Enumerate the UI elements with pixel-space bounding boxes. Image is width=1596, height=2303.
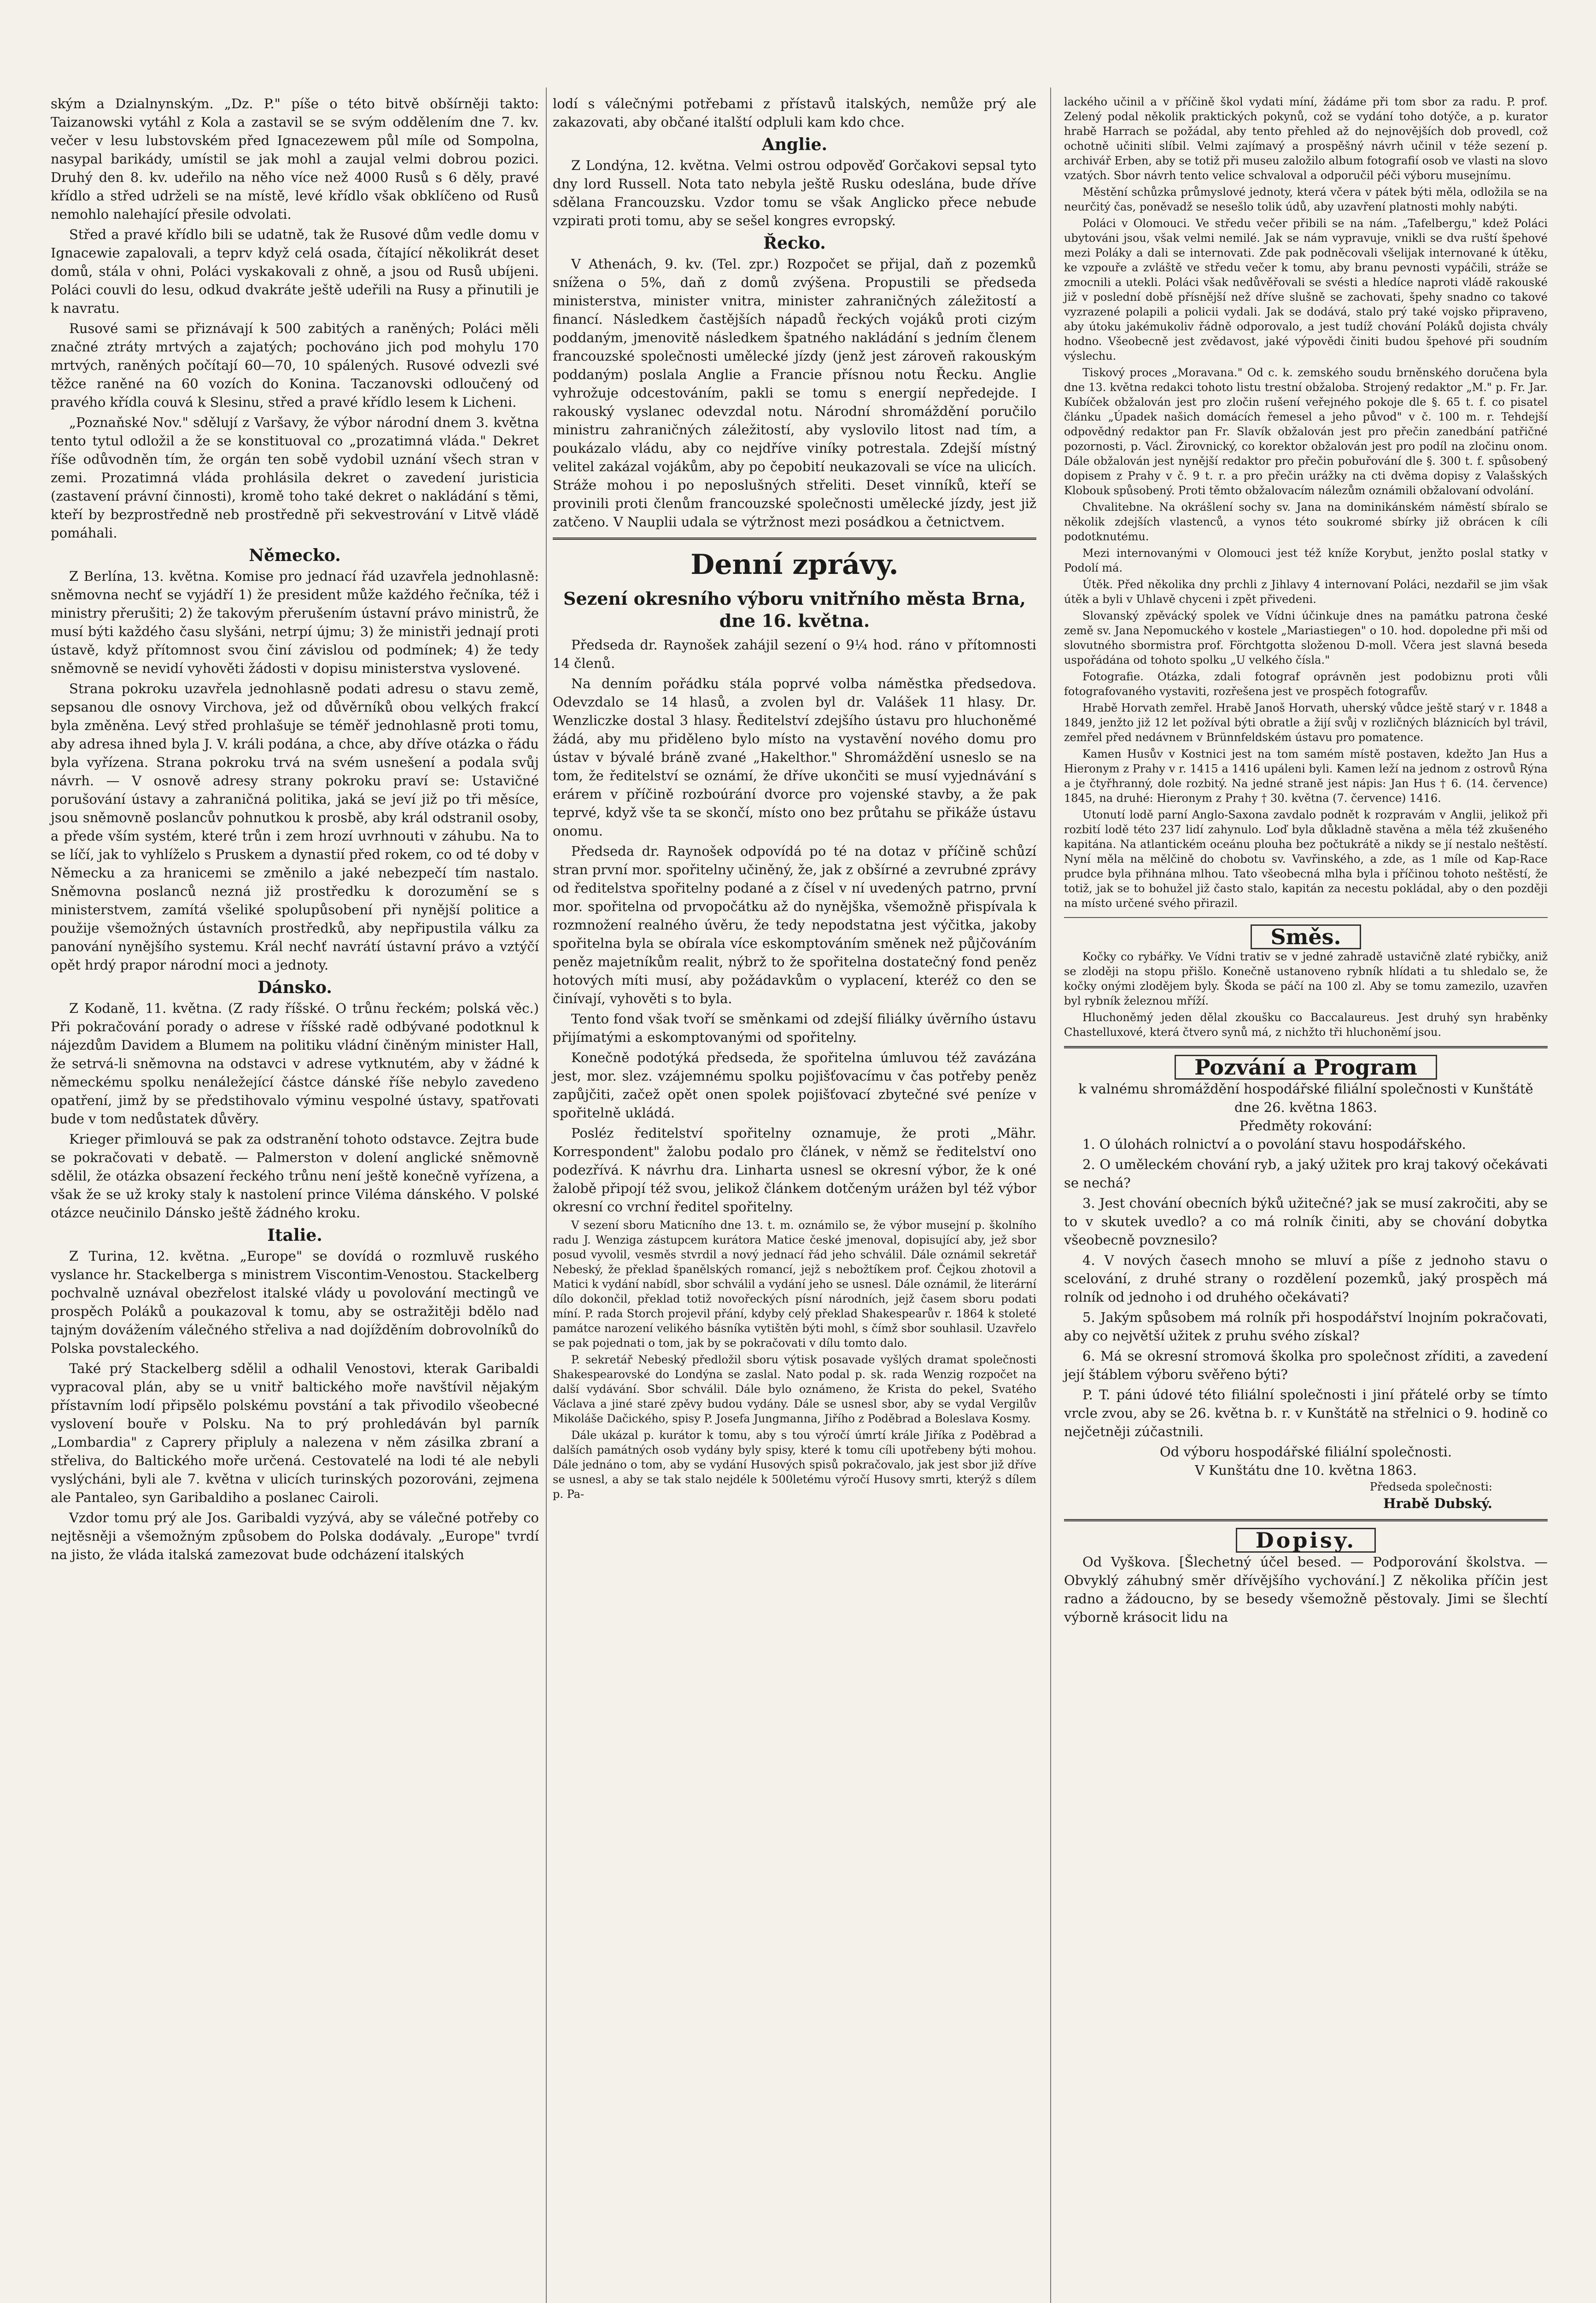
smes-heading-wrap [1064,924,1548,949]
article-text: Na denním pořádku stála poprvé volba náměstka předsedova. Odevzdalo se 14 hlasů, a zvolen byl dr. Valášek 11 hlasy. Dr. Wenzliczke dostal 3 hlasy. Ředitelství zdejšího ústavu pro hluchoněmé žádá, aby mu přiděleno bylo místo na vystavění nového domu pro ústav v bývalé bráně zvané „Hakelthor." Shromáždění usneslo se na tom, že ředitelství se oznámí, že dříve ukončiti se musí vyjednávání s erárem v příčině rozboúrání dvorce pro vojenské stavby, a že pak teprvé, když vše ta se skončí, místo ono bez průtahu se přikáže ústavu onomu. [553,676,1036,839]
report-heading: Sezení okresního výboru vnitřního města Brna, dne 16. května. [563,588,1026,631]
article-text: Konečně podotýká předseda, že spořitelna úmluvou též zavázána jest, mor. slez. vzájemnému spolku pojišťovacímu v čas potřeby peněz zapůjčiti, začež opět onen spolek pojišťovací zbytečné své peníze v spořitelně ukládá. [553,1050,1036,1121]
pozvani-subtitle: k valnému shromáždění hospodářské filiální společnosti v Kunštátě dne 26. května 1863. [1078,1081,1533,1115]
article-text: Střed a pravé křídlo bili se udatně, tak že Rusové dům vedle domu v Ignacewie zapalovali, a teprv když celá osada, čítající několikrát deset domů, stála v ohni, Poláci vyskakovali z ohně, a jsou od Rusů ubíjeni. Poláci couvli do lesu, odkud dvakráte ještě udeřili na Rusy a přinutili je k navratu. [51,227,539,316]
signature-date: V Kunštátu dne 10. května 1863. [1195,1462,1417,1478]
article-text: Posléz ředitelství spořitelny oznamuje, že proti „Mähr. Korrespondent" žalobu podalo pro článek, v němž se ředitelství ono podezřívá. K návrhu dra. Linharta usnesl se okresní výbor, že k oné žalobě připojí též svou, jelikož článkem dotčeným urážen byl též výbor okresní co vrchní ředitel spořitelny. [553,1125,1036,1215]
article-text: ským a Dzialnynským. „Dz. P." píše o této bitvě obšírněji takto: Taizanowski vytáhl z Kola a zastavil se se svým oddělením dne 7. kv. večer v lesu lubstovském před Ignacezewem půl míle od Sompolna, nasypal barikády, umístil se jak mohl a zaujal velmi dobrou pozici. Druhý den 8. kv. udeřilo na něho více než 4000 Rusů s 6 děly, pravé křídlo a střed udrželi se na místě, levé křídlo však obklíčeno od Rusů nemohlo nalehající přesile odvolati. [51,96,539,222]
agenda-item: 5. Jakým spůsobem má rolník při hospodářství lnojním pokračovati, aby co největší užitek z pruhu svého získal? [1064,1309,1548,1344]
article-text: Od Vyškova. [Šlechetný účel besed. — Podporování školstva. — Obvyklý záhubný směr dřívějšího vychování.] Z několika příčin jest radno a žádoucno, by se besedy všemožně pěstovaly. Jimi se šlechtí výborně krásocit lidu na [1064,1554,1548,1625]
column-1 [51,94,539,1566]
article-text: lackého učinil a v příčině škol vydati míní, žádáme při tom sbor za radu. P. prof. Zelený podal několik praktických pokynů, což se vydání toho dotýče, a p. kurator hrabě Harrach se požádal, aby tento přehled až do nejnovějších dob provedl, což ochotně učiniti slíbil. Velmi zajímavý a prospěšný návrh učinil v téže sezení p. archivář Erben, aby se totiž při museu založilo album fotografií osob ve vlasti na slovo vzatých. Sbor návrh tento velice schvaloval a odporučil péči výboru musejnímu. [1064,95,1548,182]
article-text: Útěk. Před několika dny prchli z Jihlavy 4 internovaní Poláci, nezdařil se jim však útěk a byli v Uhlavě chyceni i zpět přivedeni. [1064,578,1548,606]
column-3 [1064,94,1548,1628]
article-text: Městění schůzka průmyslové jednoty, která včera v pátek býti měla, odložila se na neurčitý čas, poněvadž se nesešlo tolik údů, aby uzavření platnosti mohly nabýti. [1064,186,1548,213]
article-text: Tento fond však tvoří se směnkami od zdejší filiálky úvěrního ústavu přijímatými a eskomptovanými od spořitelny. [553,1011,1036,1045]
signature-committee: Od výboru hospodářské filiální společnosti. [1159,1444,1452,1460]
section-title-dopisy: Dopisy. [1236,1528,1376,1553]
article-text: Slovanský zpěvácký spolek ve Vídni účinkuje dnes na památku patrona české země sv. Jana Nepomuckého v kostele „Mariastiegen" o 10. hod. dopoledne při mši od slovutného sbormistra prof. Förchtgotta složenou D-moll. Včera jest slavná beseda uspořádána od tohoto spolku „U velkého čísla." [1064,609,1548,666]
country-heading: Řecko. [763,234,826,253]
dopisy-heading-wrap [1064,1528,1548,1553]
article-text: Tiskový proces „Moravana." Od c. k. zemského soudu brněnského doručena byla dne 13. května redakci tohoto listu trestní obžaloba. Strojený redaktor „M." p. Fr. Jar. Kubíček obžalován jest pro zločin rušení veřejného pokoje dle §. 65 t. f. co pisatel článku „Úpadek našich domácích řemesel a jeho původ" v č. 100 m. r. Tehdejší odpovědný redaktor pan Fr. Slavík obžalován jest pro přečin zanedbání patřičné pozornosti, p. Václ. Žirovnický, co korektor obžalován jest pro podíl na zločinu onom. Dále obžalován jest nynější redaktor pro přečin pobuřování dle §. 300 t. f. spůsobený dopisem z Prahy v č. 9 t. r. a pro přečin urážky na cti dvěma dopisy z Valašských Klobouk spůsobený. Proti těmto obžalovacím nálezům oznámili obžalovaní odvolání. [1064,366,1548,497]
column-rule [1050,88,1051,2303]
article-text: Utonutí lodě parní Anglo-Saxona zavdalo podnět k rozpravám v Anglii, jelikož při rozbití lodě této 237 lidí zahynulo. Loď byla důkladně stavěna a měla též zkušeného kapitána. Na atlantickém oceánu plouha bez počtukrátě a nikdy se jí nestalo neštěstí. Nyní měla na mělčině do chobotu sv. Vavřinského, a zde, as 1 míle od Kap-Race prudce byla přihnána mlhou. Tato všeobecná mlha byla i příčinou tohoto neštěstí, že totiž, jak se to bohužel již často stalo, kapitán za necestu pokládal, aby o den později na místo určené svého přirazil. [1064,808,1548,910]
column-rule [546,88,547,2303]
article-text: Dále ukázal p. kurátor k tomu, aby s tou výročí úmrtí krále Jiříka z Poděbrad a dalších památných osob vydány byly spisy, které k tomu cíli upotřebeny býti mohou. Dále jednáno o tom, aby se vydání Husových spisů pokračovalo, jak jest sbor již dříve se usnesl, a aby se tak stalo nejdéle k 500letému výročí Husovy smrti, kterýž s dílem p. Pa- [553,1429,1036,1501]
article-text: Hluchoněmý jeden dělal zkoušku co Baccalaureus. Jest druhý syn hraběnky Chastelluxové, která čtvero synů má, z nichžto tři hluchoněmí jsou. [1064,1011,1548,1039]
article-text: Také prý Stackelberg sdělil a odhalil Venostovi, kterak Garibaldi vypracoval plán, aby se u vnitř baltického moře navštívil nějakým přístavním lodí připsělo polskému povstání a tak přivodilo všeobecné vyslovení bouře v Polsku. Na to prý prohledáván byl parník „Lombardia" z Caprery připluly a nalezena v něm zásilka zbraní a střeliva, do Baltického moře určená. Cestovatelé na lodi té ale nebyli vyslýcháni, byli ale 7. května v ulicích turinských pozorováni, zejmena ale Pantaleo, syn Garibaldiho a poslanec Cairoli. [51,1361,539,1505]
article-text: V Athenách, 9. kv. (Tel. zpr.) Rozpočet se přijal, daň z pozemků snížena o 5%, daň z domů zvýšena. Propustili se předseda ministerstva, minister vnitra, minister zahraničných záležitostí a financí. Následkem častějších nápadů řeckých vojáků proti cizým poddaným, jmenovitě následkem špatného nakládání s jedním členem francouzské společnosti umělecké jízdy (jenž jest zároveň rakouským poddaným) poslala Anglie a Francie přísnou notu Řecku. Anglie vyhrožuje odcestováním, pakli se tomu s energií nepředejde. I rakouský vyslanec odevzdal notu. Národní shromáždění poručilo ministru zahraničných záležitostí, aby vyslovilo litost nad tím, a poukázalo vládu, aby co nejdříve viníky potrestala. Zdejší místný velitel zakázal vojákům, aby po čepobití neukazovali se více na ulicích. Stráže mohou i po neposlušných střeliti. Deset vinníků, kteří se provinili proti členům francouzské společnosti umělecké jízdy, jest již zatčeno. V Nauplii udala se výtržnost mezi posádkou a četnictvem. [553,256,1036,530]
article-text: Předseda dr. Raynošek zahájil sezení o 9¼ hod. ráno v přítomnosti 14 členů. [553,637,1036,671]
divider [1064,1519,1548,1521]
country-heading: Dánsko. [257,978,332,997]
section-divider [553,538,1036,540]
article-text: Z Londýna, 12. května. Velmi ostrou odpověď Gorčakovi sepsal tyto dny lord Russell. Nota tato nebyla ještě Rusku odeslána, bude dříve sdělana Francouzsku. Vzdor tomu se však Anglicko přece nebude vzpirati proti tomu, aby se sešel kongres evropský. [553,158,1036,228]
article-text: Krieger přimlouvá se pak za odstranění tohoto odstavce. Zejtra bude se pokračovati v debatě. — Palmerston v dolení anglické sněmovně sdělil, že otázka obsazení řeckého trůnu není ještě konečně vyřízena, a však že se už kroky staly k nastolení prince Viléma dánského. V polské otázce neučinilo Dánsko ještě žádného kroku. [51,1131,539,1221]
article-text: lodí s válečnými potřebami z přístavů italských, nemůže prý ale zakazovati, aby občané italští odpluli kam kdo chce. [553,96,1036,130]
pozvani-heading-wrap [1064,1055,1548,1080]
article-text: Z Kodaně, 11. května. (Z rady říšské. O trůnu řeckém; polská věc.) Při pokračování porady o adrese v říšské radě odbývané podotknul k nájezdům Davidem a Blumem na politiku vládní činěným minister Hall, že setrvá-li sněmovna na odstavci v adrese vytknutém, aby v žádné k německému spolku nenáležející částce dánské říše nebylo zavedeno opatření, jimž by se předstihovalo výminu vespolné ústavy, spatřovati bude v tom nedůstatek důvěry. [51,1000,539,1127]
divider [1064,1046,1548,1048]
article-text: V sezení sboru Maticního dne 13. t. m. oznámilo se, že výbor musejní p. školního radu J. Wenziga zástupcem kurátora Matice české jmenoval, dopisující aby, jež sbor posud vyvolil, vesměs stvrdil a nový jednací řád jeho schválil. Dále oznámil sekretář Nebeský, že překlad španělských romancí, jejž s nebožtíkem prof. Čejkou zhotovil a Matici k vydání nabídl, sbor schválil a vydání jeho se usnesl. Dále oznámil, že literární dílo dokončil, překlad totiž novořeckých písní národních, jejž časem sboru podati míní. P. rada Storch projevil přání, kdyby celý překlad Shakespearův r. 1864 k stoleté památce narození velikého básníka vytištěn býti mohl, s čímž sbor souhlasil. Uzavřelo se pak pojednati o tom, jak by se pokračovati v dílu tomto dalo. [553,1219,1036,1350]
article-text: Z Turina, 12. května. „Europe" se dovídá o rozmluvě ruského vyslance hr. Stackelberga s ministrem Viscontim-Venostou. Stackelberg pochvalně uznával obezřelost italské vlády u povolování mectingů ve prospěch Poláků a poukazoval k tomu, aby se ostražitěji bdělo nad tajným dovážením válečného střeliva a nad dojížděním dobrovolníků do Polska povstaleckého. [51,1248,539,1356]
article-text: Předseda dr. Raynošek odpovídá po té na dotaz v příčině schůzí stran první mor. spořitelny učiněný, že, jak z obšírné a zevrubné zprávy od ředitelstva spořitelny podané a z čísel v ní uvedených patrno, první mor. spořitelna od prvopočátku až do nynějška, všemožně přispívala k rozmnožení realného úvěru, že tedy nepodstatna jest výčitka, jakoby spořitelna byla se obírala více eskomptováním směnek než půjčováním peněz majetníkům realit, nýbrž to že spořitelna dostatečný fond peněz hotových míti musí, aby požádavkům o vyplacení, kteréž co den se činívají, vyhověti s to byla. [553,843,1036,1006]
column-2 [553,94,1036,1503]
country-heading: Anglie. [761,135,828,154]
agenda-item: 2. O uměleckém chování ryb, a jaký užitek pro kraj takový očekávati se nechá? [1064,1157,1548,1191]
article-text: Poláci v Olomouci. Ve středu večer přibili se na nám. „Tafelbergu," kdež Poláci ubytováni jsou, však velmi nemilé. Jak se nám vypravuje, vnikli se dva ruští špehové mezi Poláky a dali se internovati. Zde pak podněcovali všelijak internované k útěku, ke vzpouře a zvláště ve středu večer k tomu, aby branu pevnosti vypáčili, stráže se zmocnili a utekli. Poláci však nedůvěřovali se svésti a hledíce naproti vládě rakouské již v poslední době přísnější než dříve slušně se zachovati, špehy snadno co takové vyzrazené polapili a policii vydali. Jak se dodává, stalo prý také vojsko připraveno, aby útoku jakémukoliv řádně odporovalo, a jest tudíž chování Poláků dojista chvály hodno. Všeobecně jest zvědavost, jaké výpovědi činiti budou špehové při soudním výslechu. [1064,217,1548,362]
invitation-text: P. T. páni údové této filiální společnosti i jiní přátelé orby se tímto vrcle zvou, aby se 26. května b. r. v Kunštátě na střelnici o 9. hodině co nejčetněji zúčastnili. [1064,1387,1548,1439]
agenda-heading: Předměty rokování: [1239,1118,1373,1134]
article-text: „Poznaňské Nov." sdělují z Varšavy, že výbor národní dnem 3. května tento tytul odložil a že se konstituoval co „prozatimná vláda." Dekret říše odůvodněn tím, že orgán ten sobě vydobil uznání všech stran v zemi. Prozatimná vláda prohlásila dekret o zavedení juristicia (zastavení právní činnosti), kromě toho také dekret o nakládání s těmi, kteří by bezprostředně neb prostředně při sekvestrování v Litvě vládě pomáhali. [51,415,539,541]
agenda-item: 4. V nových časech mnoho se mluví a píše z jednoho stavu o scelování, z druhé strany o rozdělení pozemků, jaký prospěch má rolník od jednoho i od druhého očekávati? [1064,1252,1548,1305]
section-title-pozvani: Pozvání a Program [1175,1055,1437,1080]
article-text: Rusové sami se přiznávají k 500 zabitých a raněných; Poláci měli značné ztráty mrtvých a zajatých; pochováno jich pod mohylu 170 mrtvých, raněných počítají 60—70, 10 spálených. Rusové odvezli své těžce raněné na 60 vozích do Konina. Taczanovski odloučený od pravého křídla couvá k Slesinu, střed a pravé křídlo lesem k Licheni. [51,321,539,410]
section-title-denni-zpravy: Denní zprávy. [690,549,899,581]
article-text: P. sekretář Nebeský předložil sboru výtisk posavade vyšlých dramat společnosti Shakespearovské do Londýna se zaslal. Nato podal p. sk. rada Wenzig rozpočet na další vydávání. Sbor schválil. Dále bylo oznámeno, že Krista do pekel, Svatého Václava a jiné staré zpěvy budou vydány. Dále se usnesl sbor, aby se vydal Vergilův Mikoláše Dačického, spisy P. Josefa Jungmanna, Jiřího z Poděbrad a Boleslava Kosmy. [553,1353,1036,1425]
country-heading: Německo. [249,546,341,565]
article-text: Strana pokroku uzavřela jednohlasně podati adresu o stavu země, sepsanou dle osnovy Virchova, jež od důvěrníků obou velkých frakcí byla změněna. Levý střed prohlašuje se téměř jednohlasně proti tomu, aby adresa ihned byla J. V. králi podána, a chce, aby dříve otázka o řádu byla vyřízena. Strana pokroku trvá na svém usnešení a podala svůj návrh. — V osnově adresy strany pokroku praví se: Ustavičné porušování ústavy a zahraničná politika, jaká se jeví již po tři měsíce, jsou sněmovně poslancův pohnutkou k prosbě, aby král odstranil osoby, a přede vším systém, které trůn i zem hrozí uvrhnouti v záhubu. Na to se líčí, jak to vyhlíželo s Pruskem a dynastií před rokem, co od té doby v Německu a za hranicemi se změnilo a jaké nebezpečí tím nastalo. Sněmovna poslanců nezná již prostředku k dorozumění se s ministerstvem, zamítá všeliké spolupůsobení při nynější politice a použije všemožných ústavních prostředků, aby nepřipustila válku za panování nynějšího systemu. Král nechť navrátí ústavní právo a vztýčí opět hrdý prapor národní moci a jednoty. [51,681,539,973]
article-text: Mezi internovanými v Olomouci jest též kníže Korybut, jenžto poslal statky v Podolí má. [1064,547,1548,574]
article-text: Kamen Husův v Kostnici jest na tom samém místě postaven, kdežto Jan Hus a Hieronym z Prahy v r. 1415 a 1416 upáleni byli. Kamen leží na jednom z ostrovů Rýna a je čtyřhranný, dole rozbitý. Na jedné straně jest nápis: Jan Hus † 6. (14. července) 1845, na druhé: Hieronym z Prahy † 30. května (7. července) 1416. [1064,748,1548,805]
country-heading: Italie. [267,1226,322,1245]
article-text: Hrabě Horvath zemřel. Hrabě Janoš Horvath, uherský vůdce ještě starý v r. 1848 a 1849, jenžto již 12 let požíval býti obratle a žijí svůj v rozličných bláznicích byl trávil, zemřel před nedávnem v Brünnfeldském ústavu pro pomatence. [1064,701,1548,744]
agenda-item: 6. Má se okresní stromová školka pro společnost zříditi, a zavedení její štáblem výboru svěřeno býti? [1064,1348,1548,1382]
article-text: Z Berlína, 13. května. Komise pro jednací řád uzavřela jednohlasně: sněmovna nechť se vyjádří 1) že president může každého řečníka, též i ministry přerušiti; 2) že takovým přerušením ústavní právo ministrů, že musí býti každého času slyšáni, netrpí újmu; 3) že ministři jednají proti ústavě, když přítomnost svou činí závislou od podmínek; 4) že tedy sněmovně se nevidí vyhověti žádosti v dopisu ministerstva vyslovené. [51,568,539,676]
section-title-smes: Směs. [1251,924,1361,949]
divider [1064,917,1548,918]
agenda-item: 1. O úlohách rolnictví a o povolání stavu hospodářského. [1082,1136,1466,1152]
article-text: Fotografie. Otázka, zdali fotograf oprávněn jest podobiznu proti vůli fotografovaného vystaviti, rozřešena jest ve prospěch fotografův. [1064,670,1548,698]
signature-label: Předseda společnosti: [1369,1480,1492,1493]
signature-name: Hrabě Dubský. [1383,1496,1492,1511]
article-text: Kočky co rybářky. Ve Vídni trativ se v jedné zahradě ustavičně zlaté rybičky, aniž se zloději na stopu přišlo. Konečně ustanoveno rybník hlídati a tu shledalo se, že kočky onými zlodějem byly. Škoda se páčí na 100 zl. Aby se tomu zamezilo, uzavřen byl rybník železnou mříží. [1064,950,1548,1007]
article-text: Vzdor tomu prý ale Jos. Garibaldi vyzývá, aby se válečné potřeby co nejtěsněji a všemožným způsobem do Polska dodávaly. „Europe" tvrdí na jisto, že vláda italská zamezovat bude odcházení italských [51,1510,539,1562]
article-text: Chvalitebne. Na okrášlení sochy sv. Jana na dominikánském náměstí sbíralo se několik zdejších vlastenců, a vynos této soukromé sbírky již obrácen k cíli podotknutému. [1064,501,1548,543]
agenda-item: 3. Jest chování obecních býků užitečné? jak se musí zakročiti, aby se to v skutek uvedlo? a co má rolník činiti, aby se chování dobytka všeobecně povznesilo? [1064,1195,1548,1248]
